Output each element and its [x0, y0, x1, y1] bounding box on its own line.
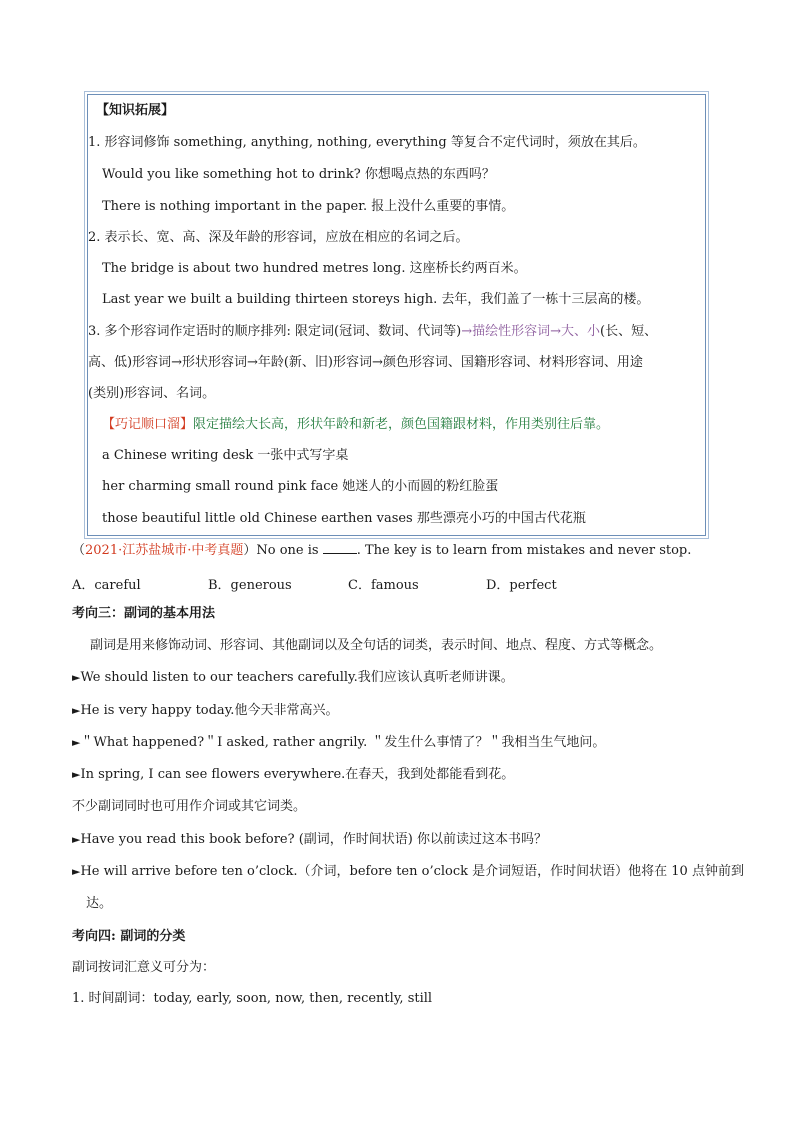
bullet-icon: ►	[72, 833, 81, 846]
source-close: ）	[243, 543, 257, 558]
source-open: （	[72, 543, 86, 558]
example-text: ＂What happened?＂I asked, rather angrily. ＂发生什么事情了？＂我相当生气地问。	[80, 735, 606, 750]
option-d[interactable]: D．perfect	[486, 578, 557, 593]
adverb-example-5	[72, 830, 547, 850]
box-title: 【知识拓展】	[96, 103, 175, 118]
option-a[interactable]: A．careful	[72, 578, 141, 593]
section-3-note: 不少副词同时也可用作介词或其它词类。	[72, 799, 307, 814]
mnemonic-label: 【巧记顺口溜】	[102, 417, 194, 432]
bullet-icon: ►	[72, 865, 81, 878]
section-4-intro: 副词按词汇意义可分为：	[72, 960, 216, 975]
bullet-icon: ►	[72, 736, 81, 749]
rule-2-example-1: The bridge is about two hundred metres long. 这座桥长约两百米。	[102, 261, 527, 276]
order-example-3: those beautiful little old Chinese earthen vases 那些漂亮小巧的中国古代花瓶	[102, 511, 586, 526]
rule-1-example-2: There is nothing important in the paper. 报上没什么重要的事情。	[102, 199, 515, 214]
rule-3-highlight: →描绘性形容词→大、小	[461, 324, 600, 339]
section-3-heading: 考向三：副词的基本用法	[72, 606, 216, 621]
example-text: He will arrive before ten o’clock.（介词，before ten o’clock 是介词短语，作时间状语）他将在 10 点钟前到	[80, 864, 744, 879]
question-stem-a: No one is	[256, 543, 323, 558]
section-4-heading: 考向四: 副词的分类	[72, 929, 186, 944]
example-text: Have you read this book before? (副词，作时间状语) 你以前读过这本书吗？	[80, 832, 547, 847]
mnemonic	[102, 415, 609, 435]
adverb-example-3	[72, 733, 605, 753]
adverb-example-6	[72, 862, 744, 882]
rule-2: 2. 表示长、宽、高、深及年龄的形容词，应放在相应的名词之后。	[88, 230, 469, 245]
adverb-example-1	[72, 668, 514, 688]
rule-3-line-1	[88, 322, 657, 342]
adverb-example-4	[72, 765, 514, 785]
exam-source: 2021·江苏盐城市·中考真题	[85, 543, 244, 558]
example-text: In spring, I can see flowers everywhere.在春天，我到处都能看到花。	[80, 767, 515, 782]
time-adverbs: 1. 时间副词：today, early, soon, now, then, recently, still	[72, 991, 433, 1006]
rule-3-line-3: (类别)形容词、名词。	[88, 386, 216, 401]
bullet-icon: ►	[72, 671, 81, 684]
bullet-icon: ►	[72, 704, 81, 717]
order-example-2: her charming small round pink face 她迷人的小而圆的粉红脸蛋	[102, 479, 499, 494]
knowledge-box	[87, 94, 706, 536]
rule-1: 1. 形容词修饰 something, anything, nothing, everything 等复合不定代词时，须放在其后。	[88, 135, 646, 150]
option-c[interactable]: C．famous	[348, 578, 419, 593]
example-text: We should listen to our teachers carefully.我们应该认真听老师讲课。	[80, 670, 514, 685]
answer-blank[interactable]	[323, 541, 357, 554]
rule-3-text-end: (长、短、	[600, 324, 658, 339]
order-example-1: a Chinese writing desk 一张中式写字桌	[102, 448, 349, 463]
rule-3-line-2: 高、低)形容词→形状形容词→年龄(新、旧)形容词→颜色形容词、国籍形容词、材料形容词、用途	[88, 355, 643, 370]
example-text: He is very happy today.他今天非常高兴。	[80, 703, 339, 718]
adverb-example-2	[72, 701, 338, 721]
adverb-example-6-cont: 达。	[86, 896, 113, 911]
exam-question	[72, 541, 691, 561]
rule-2-example-2: Last year we built a building thirteen storeys high. 去年，我们盖了一栋十三层高的楼。	[102, 292, 650, 307]
option-b[interactable]: B．generous	[208, 578, 292, 593]
section-3-intro: 副词是用来修饰动词、形容词、其他副词以及全句话的词类，表示时间、地点、程度、方式等概念。	[90, 638, 663, 653]
rule-3-text: 3. 多个形容词作定语时的顺序排列: 限定词(冠词、数词、代词等)	[88, 324, 462, 339]
question-stem-b: . The key is to learn from mistakes and never stop.	[356, 543, 692, 558]
rule-1-example-1: Would you like something hot to drink? 你想喝点热的东西吗？	[102, 167, 495, 182]
mnemonic-text: 限定描绘大长高，形状年龄和新老，颜色国籍跟材料，作用类别往后靠。	[193, 417, 610, 432]
bullet-icon: ►	[72, 768, 81, 781]
